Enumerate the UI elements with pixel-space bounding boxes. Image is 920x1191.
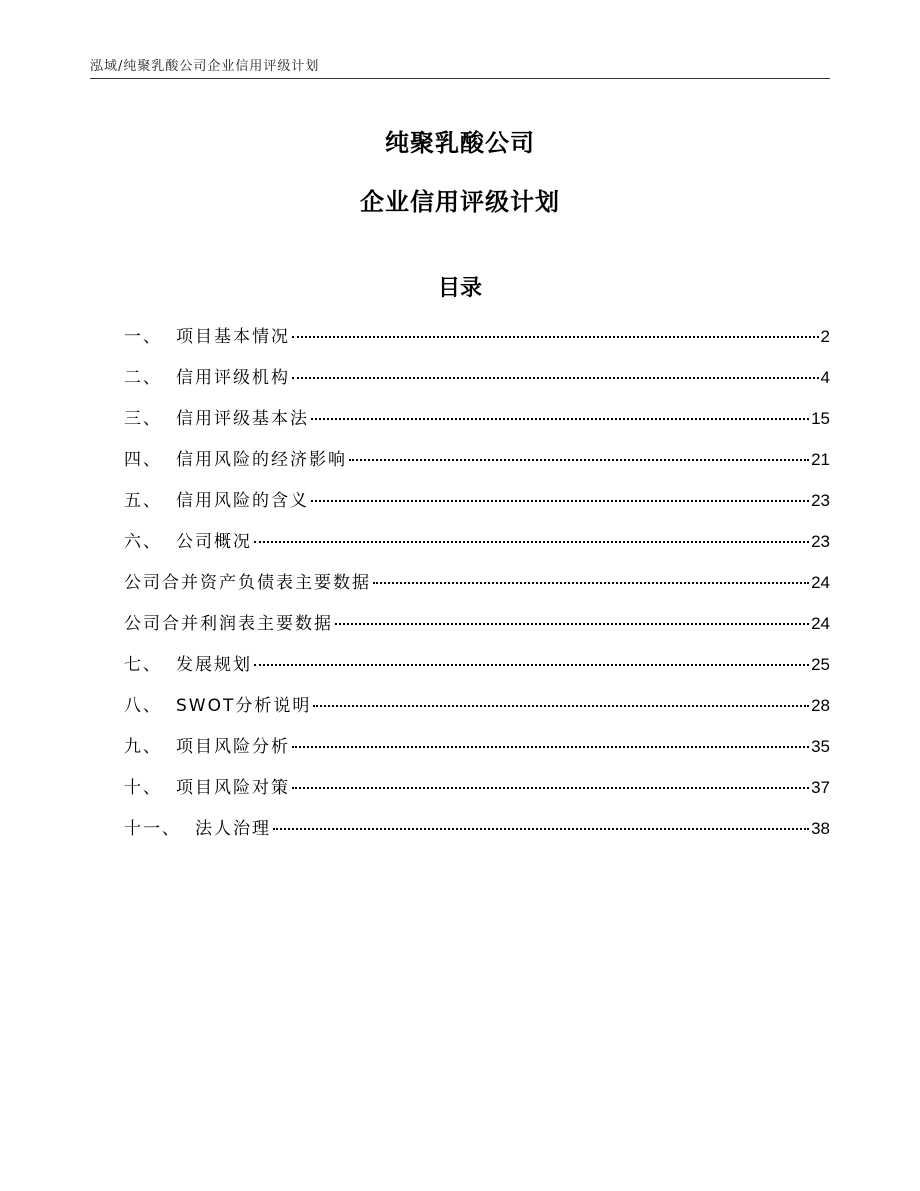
toc-item-label: 公司合并利润表主要数据: [124, 614, 333, 634]
toc-item-page: 23: [811, 491, 830, 510]
toc-item-number: 八、: [124, 696, 162, 716]
toc-item-page: 2: [820, 327, 830, 346]
toc-leader-dots: [311, 500, 809, 502]
toc-leader-dots: [335, 623, 809, 625]
toc-leader-dots: [373, 582, 809, 584]
toc-item-label: 信用评级机构: [176, 368, 290, 388]
toc-leader-dots: [292, 377, 819, 379]
toc-item[interactable]: [124, 609, 830, 650]
toc-item-number: 五、: [124, 491, 162, 511]
toc-item-label: 信用评级基本法: [176, 409, 309, 429]
toc-item-label: 信用风险的经济影响: [176, 450, 347, 470]
toc-leader-dots: [311, 418, 809, 420]
table-of-contents: [124, 322, 830, 855]
toc-item[interactable]: [124, 691, 830, 732]
document-subtitle: 企业信用评级计划: [360, 188, 560, 216]
toc-item[interactable]: [124, 486, 830, 527]
toc-leader-dots: [254, 541, 809, 543]
toc-leader-dots: [292, 746, 809, 748]
toc-item[interactable]: [124, 445, 830, 486]
toc-item-number: 三、: [124, 409, 162, 429]
toc-item-number: 九、: [124, 737, 162, 757]
toc-item[interactable]: [124, 773, 830, 814]
toc-item[interactable]: [124, 650, 830, 691]
toc-item-label: SWOT分析说明: [176, 696, 312, 716]
toc-item-label: 法人治理: [195, 819, 271, 839]
toc-item-label: 项目风险对策: [176, 778, 290, 798]
toc-item-number: 七、: [124, 655, 162, 675]
toc-item-label: 项目基本情况: [176, 327, 290, 347]
toc-item-page: 24: [811, 614, 830, 633]
toc-heading: 目录: [437, 276, 482, 301]
toc-item-label: 发展规划: [176, 655, 252, 675]
toc-item-label: 公司概况: [176, 532, 252, 552]
toc-item[interactable]: [124, 363, 830, 404]
toc-item-number: 十一、: [124, 819, 181, 839]
toc-item[interactable]: [124, 568, 830, 609]
toc-item-page: 25: [811, 655, 830, 674]
toc-item-number: 六、: [124, 532, 162, 552]
header-divider: [90, 78, 830, 79]
document-title: 纯聚乳酸公司: [385, 129, 535, 157]
toc-item-number: 一、: [124, 327, 162, 347]
toc-item-number: 十、: [124, 778, 162, 798]
toc-item-label: 公司合并资产负债表主要数据: [124, 573, 371, 593]
toc-leader-dots: [273, 828, 809, 830]
toc-item-label: 信用风险的含义: [176, 491, 309, 511]
toc-item-page: 4: [820, 368, 830, 387]
toc-item[interactable]: [124, 527, 830, 568]
toc-item-page: 38: [811, 819, 830, 838]
toc-leader-dots: [313, 705, 809, 707]
toc-item-page: 28: [811, 696, 830, 715]
toc-leader-dots: [349, 459, 809, 461]
toc-leader-dots: [292, 336, 819, 338]
toc-item-page: 21: [811, 450, 830, 469]
toc-leader-dots: [254, 664, 809, 666]
toc-item[interactable]: [124, 732, 830, 773]
toc-item[interactable]: [124, 814, 830, 855]
toc-item-page: 23: [811, 532, 830, 551]
toc-item-page: 24: [811, 573, 830, 592]
toc-item-page: 37: [811, 778, 830, 797]
toc-item-number: 二、: [124, 368, 162, 388]
toc-item[interactable]: [124, 404, 830, 445]
toc-item-page: 15: [811, 409, 830, 428]
toc-item-number: 四、: [124, 450, 162, 470]
toc-leader-dots: [292, 787, 809, 789]
toc-item-page: 35: [811, 737, 830, 756]
toc-item-label: 项目风险分析: [176, 737, 290, 757]
running-header: 泓域/纯聚乳酸公司企业信用评级计划: [90, 59, 320, 74]
toc-item[interactable]: [124, 322, 830, 363]
